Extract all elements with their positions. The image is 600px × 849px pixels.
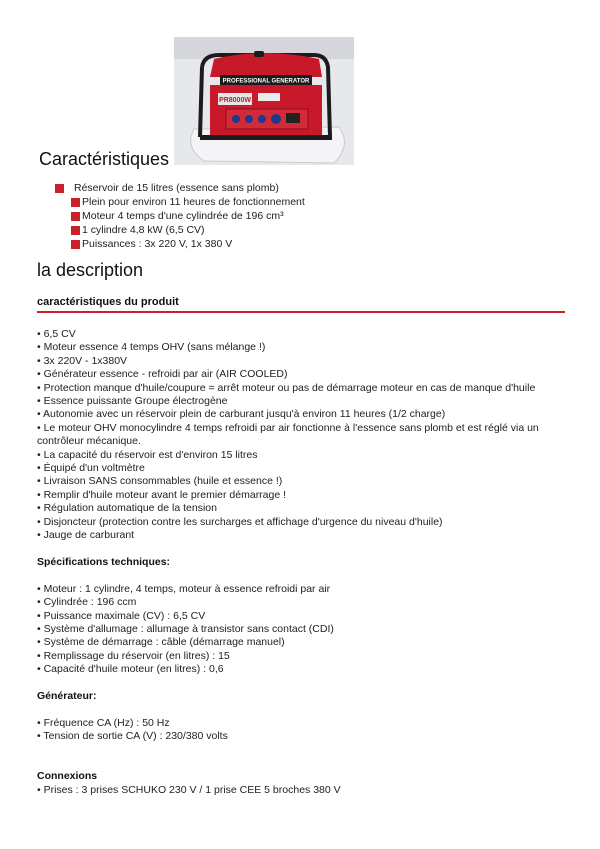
red-square-bullet-icon: [71, 226, 80, 235]
list-item: [55, 181, 305, 195]
connections-title: Connexions: [37, 770, 98, 783]
list-item: [55, 223, 305, 237]
list-item-text: Puissances : 3x 220 V, 1x 380 V: [82, 238, 233, 250]
red-square-bullet-icon: [71, 212, 80, 221]
feature-line: • Protection manque d'huile/coupure = arrêt moteur ou pas de démarrage moteur en cas de manque d'huile: [37, 381, 536, 394]
spec-line: • Système d'allumage : allumage à transistor sans contact (CDI): [37, 622, 334, 635]
generator-illustration: [174, 37, 354, 165]
feature-line: • 6,5 CV: [37, 328, 76, 340]
feature-line: • La capacité du réservoir est d'environ 15 litres: [37, 448, 258, 461]
spec-line: • Puissance maximale (CV) : 6,5 CV: [37, 609, 206, 622]
feature-line: • Livraison SANS consommables (huile et essence !): [37, 475, 283, 488]
feature-line: • Essence puissante Groupe électrogène: [37, 395, 228, 408]
spec-line: • Système de démarrage : câble (démarrage manuel): [37, 636, 285, 649]
characteristics-list: [55, 181, 305, 251]
feature-line: • Remplir d'huile moteur avant le premier démarrage !: [37, 488, 287, 501]
spec-line: • Remplissage du réservoir (en litres) : 15: [37, 649, 230, 662]
list-item-text: 1 cylindre 4,8 kW (6,5 CV): [82, 224, 205, 236]
description-heading: la description: [37, 260, 144, 280]
feature-line: • Équipé d'un voltmètre: [37, 462, 145, 475]
generator-title: Générateur:: [37, 689, 97, 702]
red-square-bullet-icon: [55, 184, 64, 193]
description-body: [37, 328, 567, 797]
list-item-text: Plein pour environ 11 heures de fonctionnement: [82, 196, 305, 208]
feature-line: • Le moteur OHV monocylindre 4 temps refroidi par air fonctionne à l'essence sans plomb et est réglé via un contrôleur mécanique.: [37, 421, 539, 448]
characteristics-heading: Caractéristiques: [39, 149, 170, 169]
generator-model: PR8000W: [219, 97, 251, 104]
generator-label: PROFESSIONAL GENERATOR: [222, 78, 310, 85]
spec-line: • Moteur : 1 cylindre, 4 temps, moteur à essence refroidi par air: [37, 582, 331, 595]
product-image: [174, 37, 354, 165]
connections-line: • Prises : 3 prises SCHUKO 230 V / 1 prise CEE 5 broches 380 V: [37, 783, 341, 796]
list-item: [55, 195, 305, 209]
list-item-text: Moteur 4 temps d'une cylindrée de 196 cm³: [82, 210, 284, 222]
feature-line: • Générateur essence - refroidi par air (AIR COOLED): [37, 368, 288, 381]
generator-line: • Tension de sortie CA (V) : 230/380 volts: [37, 730, 228, 743]
list-item: [55, 237, 305, 251]
product-features-title: caractéristiques du produit: [37, 296, 179, 308]
spec-line: • Capacité d'huile moteur (en litres) : 0,6: [37, 663, 224, 676]
list-item-text: Réservoir de 15 litres (essence sans plomb): [74, 182, 279, 194]
feature-line: • Jauge de carburant: [37, 529, 135, 542]
list-item: [55, 209, 305, 223]
feature-line: • Moteur essence 4 temps OHV (sans mélange !): [37, 341, 266, 354]
red-divider: [37, 311, 565, 313]
spec-line: • Cylindrée : 196 ccm: [37, 596, 137, 609]
specs-title: Spécifications techniques:: [37, 555, 171, 568]
red-square-bullet-icon: [71, 198, 80, 207]
feature-line: • Disjoncteur (protection contre les surcharges et affichage d'urgence du niveau d'huile): [37, 515, 443, 528]
red-square-bullet-icon: [71, 240, 80, 249]
feature-line: • 3x 220V - 1x380V: [37, 354, 128, 367]
generator-line: • Fréquence CA (Hz) : 50 Hz: [37, 716, 170, 729]
feature-line: • Autonomie avec un réservoir plein de carburant jusqu'à environ 11 heures (1/2 charge): [37, 408, 446, 421]
feature-line: • Régulation automatique de la tension: [37, 502, 217, 515]
